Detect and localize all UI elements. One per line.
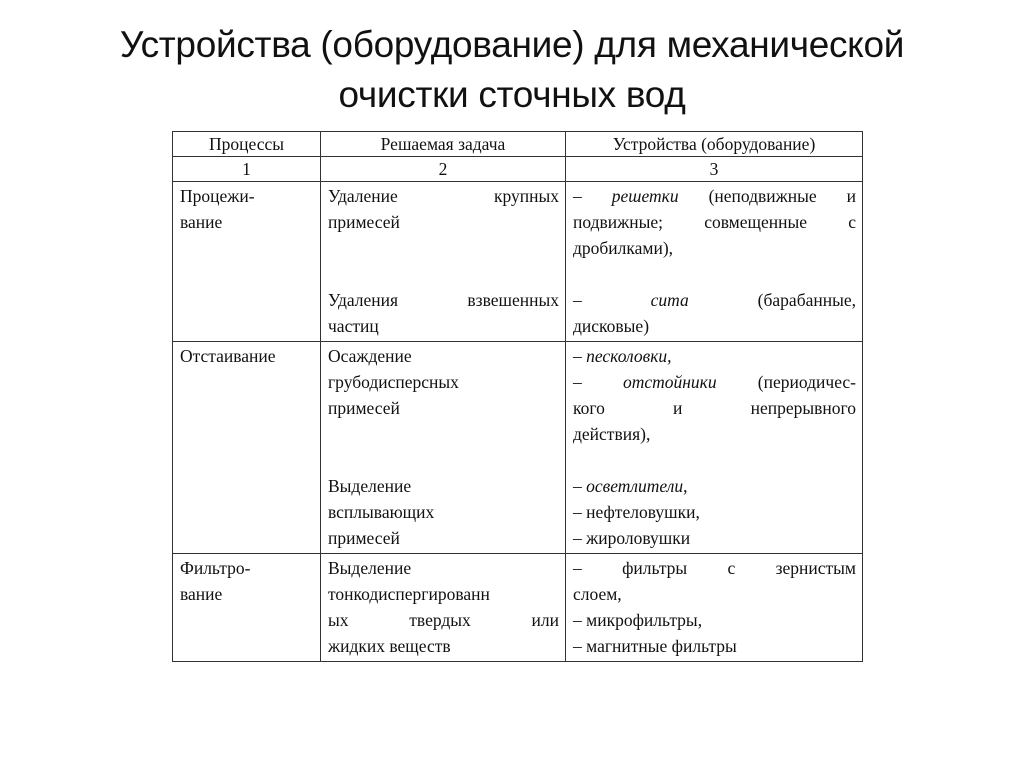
cell-line [573, 261, 856, 287]
cell-line [180, 555, 314, 581]
table-row [173, 554, 863, 662]
header-task: Решаемая задача [321, 132, 566, 157]
cell-line [573, 287, 856, 313]
text-segment: – фильтры с зернистым [573, 558, 856, 578]
header-processes: Процессы [173, 132, 321, 157]
text-segment: действия), [573, 424, 651, 444]
cell-line [573, 447, 856, 473]
equipment-table [172, 131, 863, 662]
text-segment: вание [180, 584, 223, 604]
text-segment: Осаждение [328, 346, 412, 366]
cell-line [573, 499, 856, 525]
cell-line [573, 525, 856, 551]
column-number: 1 [173, 157, 321, 182]
text-segment: Удаление крупных [328, 186, 559, 206]
task-cell [321, 554, 566, 662]
cell-line [573, 473, 856, 499]
text-segment: Удаления взвешенных [328, 290, 559, 310]
table-header-row [173, 132, 863, 157]
process-cell [173, 554, 321, 662]
text-segment: примесей [328, 212, 400, 232]
italic-term: песколовки, [586, 346, 672, 366]
cell-line [573, 607, 856, 633]
cell-line [328, 235, 559, 261]
text-segment: грубодисперсных [328, 372, 459, 392]
table-number-row [173, 157, 863, 182]
cell-line [573, 183, 856, 209]
slide-title [0, 20, 1024, 120]
cell-line [573, 395, 856, 421]
text-segment: жидких веществ [328, 636, 451, 656]
text-segment: всплывающих [328, 502, 435, 522]
text-segment: Процежи- [180, 186, 255, 206]
text-segment: – [573, 476, 587, 496]
equipment-cell [566, 554, 863, 662]
text-segment: дисковые) [573, 316, 650, 336]
process-cell [173, 342, 321, 554]
cell-line [328, 581, 559, 607]
column-number: 2 [321, 157, 566, 182]
cell-line [573, 369, 856, 395]
cell-line [328, 421, 559, 447]
cell-line [573, 209, 856, 235]
text-segment: вание [180, 212, 223, 232]
text-segment: – жироловушки [573, 528, 691, 548]
text-segment: – [573, 290, 651, 310]
title-line-2: очистки сточных вод [338, 74, 686, 115]
cell-line [328, 313, 559, 339]
equipment-cell [566, 182, 863, 342]
table-row [173, 182, 863, 342]
text-segment: (барабанные, [688, 290, 856, 310]
cell-line [328, 473, 559, 499]
cell-line [573, 313, 856, 339]
cell-line [180, 343, 314, 369]
text-segment: Фильтро- [180, 558, 251, 578]
cell-line [328, 369, 559, 395]
text-segment: примесей [328, 528, 400, 548]
process-cell [173, 182, 321, 342]
cell-line [328, 499, 559, 525]
text-segment: – [573, 346, 587, 366]
text-segment: – [573, 186, 612, 206]
cell-line [573, 235, 856, 261]
cell-line [328, 343, 559, 369]
cell-line [573, 581, 856, 607]
text-segment: (периодичес- [716, 372, 856, 392]
cell-line [328, 447, 559, 473]
text-segment: тонкодиспергированн [328, 584, 490, 604]
text-segment: – [573, 372, 623, 392]
table-row [173, 342, 863, 554]
text-segment: кого и непрерывного [573, 398, 856, 418]
cell-line [180, 581, 314, 607]
cell-line [328, 287, 559, 313]
cell-line [328, 607, 559, 633]
cell-line [573, 343, 856, 369]
column-number: 3 [566, 157, 863, 182]
header-equipment: Устройства (оборудование) [566, 132, 863, 157]
text-segment: (неподвижные и [678, 186, 856, 206]
cell-line [328, 633, 559, 659]
text-segment: Отстаивание [180, 346, 276, 366]
text-segment: частиц [328, 316, 379, 336]
text-segment: Выделение [328, 558, 412, 578]
cell-line [573, 633, 856, 659]
text-segment: – магнитные фильтры [573, 636, 737, 656]
text-segment: слоем, [573, 584, 622, 604]
cell-line [328, 209, 559, 235]
text-segment: – нефтеловушки, [573, 502, 700, 522]
task-cell [321, 342, 566, 554]
italic-term: сита [650, 290, 689, 310]
cell-line [328, 525, 559, 551]
cell-line [180, 183, 314, 209]
text-segment: Выделение [328, 476, 412, 496]
table-body [173, 182, 863, 662]
equipment-cell [566, 342, 863, 554]
italic-term: отстойники [622, 372, 717, 392]
text-segment: подвижные; совмещенные с [573, 212, 856, 232]
cell-line [573, 555, 856, 581]
cell-line [180, 209, 314, 235]
text-segment: дробилками), [573, 238, 674, 258]
title-line-1: Устройства (оборудование) для механической [119, 24, 905, 65]
cell-line [328, 395, 559, 421]
text-segment: , [683, 476, 688, 496]
text-segment: – микрофильтры, [573, 610, 703, 630]
italic-term: осветлители [586, 476, 684, 496]
cell-line [328, 261, 559, 287]
cell-line [573, 421, 856, 447]
cell-line [328, 555, 559, 581]
italic-term: решетки [611, 186, 679, 206]
text-segment: примесей [328, 398, 400, 418]
task-cell [321, 182, 566, 342]
text-segment: ых твердых или [328, 610, 559, 630]
cell-line [328, 183, 559, 209]
